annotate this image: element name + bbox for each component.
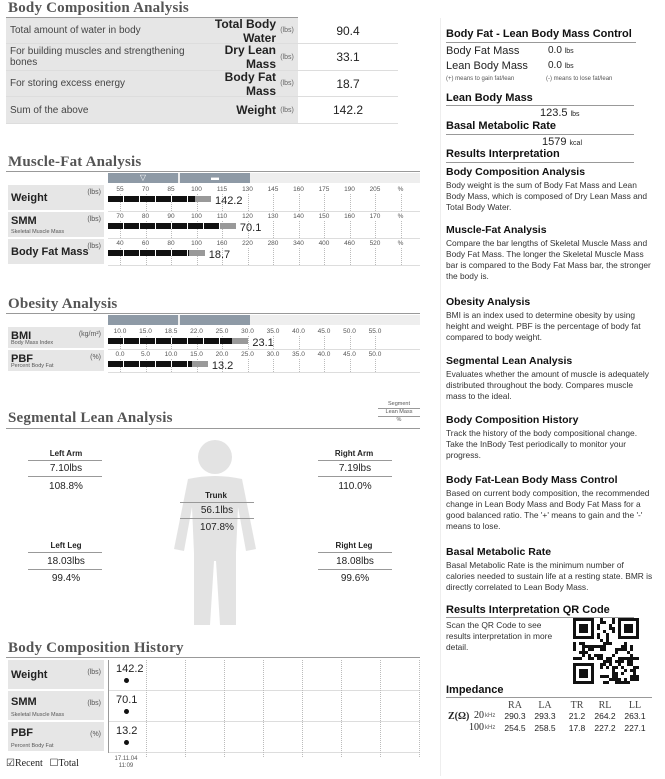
- body-composition-title: Body Composition Analysis: [8, 0, 189, 16]
- bc-desc: For building muscles and strengthening bones: [10, 46, 185, 68]
- lbm-value: 123.5 lbs: [540, 107, 580, 119]
- interp-text: Compare the bar lengths of Skeletal Muscle Mass and Body Fat Mass. The longer the Skeletal Muscle Mass bar is compared to the Body Fat Mass bar, the stronger the body is.: [446, 238, 651, 281]
- impedance-header: LA: [538, 700, 552, 711]
- range-header-normal: [180, 315, 250, 325]
- history-value: 13.2: [116, 725, 138, 737]
- qr-text: Scan the QR Code to see results interpretation in more detail.: [446, 620, 553, 652]
- axis-tick-label: 340: [293, 240, 304, 247]
- range-header-under: ▽: [108, 173, 178, 183]
- axis-tick-label: 10.0: [113, 328, 127, 335]
- bar-gray: [220, 223, 236, 229]
- bar-value: 142.2: [214, 195, 243, 207]
- bmr-title: Basal Metabolic Rate: [446, 120, 557, 132]
- impedance-header: RA: [508, 700, 522, 711]
- obesity-title: Obesity Analysis: [8, 296, 118, 312]
- axis-tick-label: 90: [167, 213, 175, 220]
- range-header-over: [252, 173, 420, 183]
- axis-tick-label: 120: [242, 213, 253, 220]
- interp-heading: Body Fat-Lean Body Mass Control: [446, 474, 618, 486]
- axis-tick-label: 130: [267, 213, 279, 220]
- impedance-freq: 20: [474, 710, 484, 721]
- trunk-mass: 56.1lbs: [200, 505, 234, 516]
- axis-tick-label: 160: [293, 186, 304, 193]
- impedance-value: 293.3: [534, 711, 556, 721]
- axis-tick-label: 220: [242, 240, 253, 247]
- left-arm-title: Left Arm: [49, 449, 83, 458]
- right-leg-mass: 18.08lbs: [336, 556, 374, 567]
- row-label: Weight: [11, 191, 48, 204]
- interp-text: Evaluates whether the amount of muscle is adequately distributed throughout the body. Compares muscle mass to the ideal.: [446, 369, 649, 401]
- control-fat-label: Body Fat Mass: [446, 45, 520, 57]
- left-leg-pct: 99.4%: [51, 573, 81, 584]
- axis-tick-label: 40.0: [292, 328, 305, 335]
- bar-dark: [108, 361, 192, 367]
- impedance-value: 227.1: [624, 723, 646, 733]
- control-fat-value: 0.0 lbs: [548, 45, 574, 56]
- history-point: [124, 678, 129, 683]
- axis-tick-label: 25.0: [241, 351, 254, 358]
- axis-tick-label: 40: [116, 240, 124, 247]
- axis-tick-label: 110: [216, 213, 228, 220]
- interpretation-title: Results Interpretation: [446, 148, 560, 160]
- history-row-unit: (lbs): [87, 669, 101, 676]
- range-header-normal: ▬: [180, 173, 250, 183]
- axis-tick-label: 160: [344, 213, 355, 220]
- axis-tick-label: 40.0: [317, 351, 331, 358]
- axis-tick-label: 130: [242, 186, 253, 193]
- impedance-value: 17.8: [568, 723, 586, 733]
- axis-tick-label: 5.0: [140, 351, 151, 358]
- bar-dark: [108, 196, 195, 202]
- segmental-title: Segmental Lean Analysis: [8, 410, 173, 426]
- bc-value: 18.7: [336, 76, 360, 91]
- range-header-over: [252, 315, 420, 325]
- impedance-header: RL: [598, 700, 612, 711]
- row-label: BMI: [11, 330, 32, 342]
- interp-text: Basal Metabolic Rate is the minimum number of calories needed to sustain life at a resting state. BMR is directly correlated to Lean Body Mass.: [446, 560, 653, 592]
- axis-tick-label: 460: [344, 240, 355, 247]
- axis-tick-label: 45.0: [317, 328, 331, 335]
- history-date: 17.11.04 11:09: [114, 756, 138, 769]
- axis-tick-label: 50.0: [368, 351, 382, 358]
- history-row-unit: (%): [90, 731, 101, 738]
- history-legend: [6, 758, 79, 769]
- axis-tick-label: 60: [141, 240, 150, 247]
- impedance-freq-unit: kHz: [485, 713, 496, 719]
- impedance-value: 264.2: [594, 711, 616, 721]
- axis-tick-label: 35.0: [292, 351, 305, 358]
- axis-tick-label: 145: [267, 186, 279, 193]
- row-label: PBF: [11, 353, 33, 365]
- left-leg-title: Left Leg: [50, 541, 82, 550]
- interp-text: Track the history of the body compositional change. Take the InBody Test periodically to monitor your progress.: [446, 428, 638, 460]
- axis-tick-label: 80: [141, 213, 150, 220]
- interp-text: Body weight is the sum of Body Fat Mass and Lean Body Mass, which is composed of Dry Lean Mass and Total Body Water.: [446, 180, 648, 212]
- axis-tick-label: 85: [167, 186, 175, 193]
- history-title: Body Composition History: [8, 640, 184, 656]
- axis-tick-label: 10.0: [164, 351, 178, 358]
- interp-heading: Obesity Analysis: [446, 296, 531, 308]
- trunk-title: Trunk: [205, 491, 227, 500]
- bar-value: 70.1: [239, 222, 262, 234]
- axis-tick-label: 205: [369, 186, 381, 193]
- total-checkbox-icon[interactable]: ☐: [49, 758, 59, 769]
- axis-tick-label: %: [397, 240, 404, 247]
- row-label: Body Fat Mass: [11, 245, 89, 258]
- bar-gray: [195, 196, 211, 202]
- axis-tick-label: 20.0: [215, 351, 229, 358]
- bc-name: Body Fat Mass: [224, 69, 276, 98]
- axis-tick-label: 22.0: [190, 328, 203, 335]
- axis-tick-label: 280: [267, 240, 279, 247]
- interp-heading: Segmental Lean Analysis: [446, 355, 573, 367]
- note-minus: (-) means to lose fat/lean: [546, 76, 613, 82]
- bc-desc: Sum of the above: [10, 104, 89, 116]
- row-label-cell: [8, 239, 104, 265]
- axis-tick-label: 25.0: [215, 328, 229, 335]
- history-row-label: PBF: [11, 727, 33, 739]
- history-point: [124, 709, 129, 714]
- axis-tick-label: 18.5: [164, 328, 178, 335]
- bc-unit: (lbs): [280, 27, 294, 34]
- row-sublabel: Skeletal Muscle Mass: [11, 229, 65, 235]
- history-row-sublabel: Percent Body Fat: [11, 743, 54, 749]
- axis-tick-label: 70: [116, 213, 124, 220]
- row-label-cell: [8, 327, 104, 349]
- history-row-label-cell: [8, 660, 104, 690]
- history-row-label: Weight: [11, 669, 48, 681]
- axis-tick-label: 175: [318, 186, 330, 193]
- bc-name: Dry Lean Mass: [224, 43, 276, 71]
- control-lean-label: Lean Body Mass: [446, 60, 528, 72]
- axis-tick-label: 30.0: [266, 351, 280, 358]
- bc-name: Total Body Water: [214, 16, 276, 45]
- history-point: [124, 740, 129, 745]
- left-leg-mass: 18.03lbs: [47, 556, 85, 567]
- axis-tick-label: 100: [191, 213, 202, 220]
- bc-value: 90.4: [336, 23, 360, 38]
- history-value: 142.2: [116, 663, 144, 675]
- axis-tick-label: 30.0: [241, 328, 254, 335]
- bc-unit: (lbs): [280, 80, 294, 87]
- axis-tick-label: 55: [116, 186, 124, 193]
- row-unit: (kg/m²): [78, 331, 101, 338]
- note-plus: (+) means to gain fat/lean: [446, 76, 515, 82]
- axis-tick-label: %: [397, 186, 404, 193]
- axis-tick-label: 150: [318, 213, 330, 220]
- history-row-label-cell: [8, 691, 104, 721]
- bc-unit: (lbs): [280, 106, 294, 114]
- row-unit: (lbs): [87, 189, 101, 196]
- bmr-value: 1579 kcal: [542, 136, 582, 148]
- impedance-value: 258.5: [534, 723, 556, 733]
- bar-gray: [189, 250, 205, 256]
- body-composition-row: [6, 45, 398, 71]
- axis-tick-label: 140: [293, 213, 304, 220]
- impedance-value: 227.2: [594, 723, 616, 733]
- right-arm-title: Right Arm: [334, 449, 374, 458]
- interp-text: BMI is an index used to determine obesity by using height and weight. PBF is the percentage of body fat compared to body weight.: [446, 310, 641, 342]
- impedance-value: 290.3: [504, 711, 526, 721]
- axis-tick-label: 45.0: [343, 351, 356, 358]
- axis-tick-label: 115: [216, 186, 228, 193]
- muscle-fat-title: Muscle-Fat Analysis: [8, 154, 142, 170]
- interp-heading: Muscle-Fat Analysis: [446, 224, 547, 236]
- axis-tick-label: 100: [191, 186, 202, 193]
- bar-value: 18.7: [208, 249, 231, 261]
- row-unit: (lbs): [87, 243, 101, 250]
- history-row-label: SMM: [11, 696, 37, 708]
- row-label-cell: [8, 350, 104, 372]
- bc-desc: For storing excess energy: [10, 78, 126, 89]
- total-label: Total: [58, 758, 79, 769]
- interp-text: Based on current body composition, the recommended change in Lean Body Mass and Body Fat Mass for a good balanced ratio. The '+' means to gain and the '-' means to lose.: [446, 488, 650, 531]
- bc-value: 33.1: [336, 50, 360, 64]
- body-composition-row: [6, 18, 398, 44]
- axis-tick-label: 80: [167, 240, 175, 247]
- impedance-header: LL: [628, 700, 642, 711]
- qr-title: Results Interpretation QR Code: [446, 604, 610, 616]
- axis-tick-label: 70: [141, 186, 150, 193]
- row-unit: (%): [90, 354, 101, 361]
- row-label: SMM: [11, 215, 37, 227]
- history-value: 70.1: [116, 694, 138, 706]
- bar-dark: [108, 223, 220, 229]
- axis-tick-label: %: [397, 213, 404, 220]
- axis-tick-label: 400: [318, 240, 330, 247]
- bc-desc: Total amount of water in body: [10, 25, 141, 36]
- row-label-cell: [8, 212, 104, 238]
- control-title: Body Fat - Lean Body Mass Control: [446, 28, 632, 40]
- left-arm-mass: 7.10lbs: [49, 463, 83, 474]
- impedance-value: 21.2: [568, 711, 586, 721]
- row-sublabel: Body Mass Index: [11, 340, 54, 346]
- axis-tick-label: 35.0: [266, 328, 280, 335]
- bc-name: Weight: [236, 103, 276, 117]
- lbm-title: Lean Body Mass: [446, 92, 533, 104]
- interp-heading: Body Composition History: [446, 414, 579, 426]
- bar-gray: [232, 338, 248, 344]
- recent-label: Recent: [14, 758, 43, 769]
- left-arm-pct: 108.8%: [49, 481, 83, 492]
- history-row-sublabel: Skeletal Muscle Mass: [11, 712, 65, 718]
- bc-value: 142.2: [332, 103, 364, 117]
- right-leg-title: Right Leg: [335, 541, 373, 550]
- row-unit: (lbs): [87, 216, 101, 223]
- bar-value: 13.2: [211, 360, 234, 372]
- right-arm-pct: 110.0%: [338, 481, 372, 492]
- right-leg-pct: 99.6%: [340, 573, 370, 584]
- axis-tick-label: 520: [369, 240, 381, 247]
- axis-tick-label: 50.0: [343, 328, 356, 335]
- qr-code-icon[interactable]: [573, 618, 639, 684]
- axis-tick-label: 160: [216, 240, 228, 247]
- bar-dark: [108, 250, 189, 256]
- axis-tick-label: 170: [369, 213, 381, 220]
- control-lean-value: 0.0 lbs: [548, 60, 574, 71]
- row-sublabel: Percent Body Fat: [11, 363, 54, 369]
- trunk-pct: 107.8%: [200, 522, 234, 533]
- segmental-legend: Segment Lean Mass %: [378, 401, 420, 424]
- impedance-value: 263.1: [624, 711, 646, 721]
- axis-tick-label: 100: [191, 240, 202, 247]
- right-arm-mass: 7.19lbs: [338, 463, 372, 474]
- axis-tick-label: 190: [344, 186, 355, 193]
- recent-checkbox-icon[interactable]: ☑: [6, 758, 15, 769]
- interp-heading: Body Composition Analysis: [446, 166, 586, 178]
- axis-tick-label: 0.0: [115, 351, 125, 358]
- axis-tick-label: 15.0: [139, 328, 152, 335]
- impedance-freq-unit: kHz: [485, 725, 496, 731]
- range-header-under: [108, 315, 178, 325]
- body-composition-row: [6, 98, 398, 124]
- body-composition-row: [6, 71, 398, 97]
- history-row-label-cell: [8, 722, 104, 752]
- bc-unit: (lbs): [280, 53, 294, 61]
- axis-tick-label: 15.0: [190, 351, 203, 358]
- history-row-unit: (lbs): [87, 700, 101, 707]
- interp-heading: Basal Metabolic Rate: [446, 546, 552, 558]
- impedance-header: TR: [570, 700, 584, 711]
- bar-value: 23.1: [252, 337, 274, 349]
- axis-tick-label: 55.0: [368, 328, 382, 335]
- row-label-cell: [8, 185, 104, 211]
- impedance-title: Impedance: [446, 684, 504, 696]
- impedance-value: 254.5: [504, 723, 526, 733]
- impedance-freq: 100: [469, 722, 484, 733]
- bar-gray: [192, 361, 208, 367]
- impedance-z-label: Z(Ω): [448, 711, 470, 722]
- bar-dark: [108, 338, 232, 344]
